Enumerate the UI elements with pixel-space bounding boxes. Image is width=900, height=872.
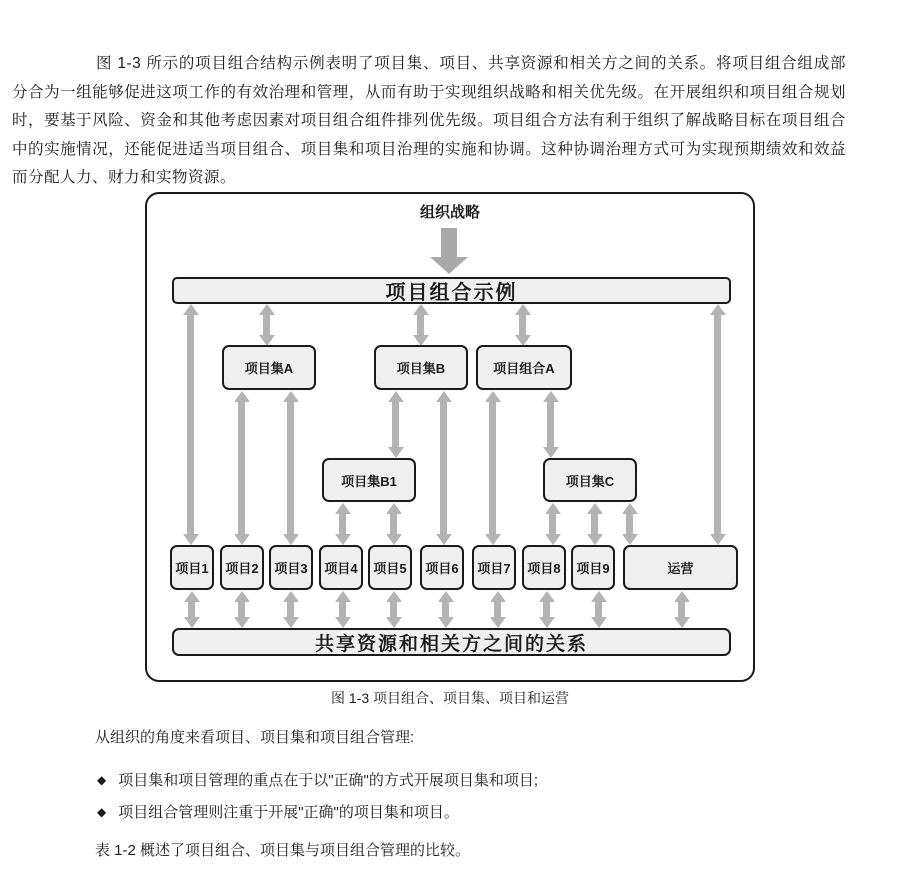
node-program-b1: 项目集B1 [322,458,416,502]
connector-arrow [519,315,526,335]
node-project-9: 项目9 [571,545,615,590]
bullet-item [97,768,538,793]
node-project-8: 项目8 [522,545,566,590]
connector-arrow [714,315,721,534]
bullet-item [97,800,459,825]
connector-arrow [392,402,399,447]
connector-arrow [188,602,195,617]
connector-arrow [238,402,245,534]
table-reference: 表 1-2 概述了项目组合、项目集与项目组合管理的比较。 [95,842,471,859]
connector-arrow [238,602,245,617]
connector-arrow [339,514,346,534]
bullet-text: 项目集和项目管理的重点在于以"正确"的方式开展项目集和项目; [118,772,539,789]
connector-arrow [626,514,633,534]
connector-arrow [595,602,602,617]
figure-caption: 图 1-3 项目组合、项目集、项目和运营 [330,690,569,706]
node-program-b: 项目集B [374,345,468,390]
connector-arrow [263,315,270,335]
node-portfolio-a: 项目组合A [476,345,572,390]
connector-arrow [547,402,554,447]
connector-arrow [494,602,501,617]
diamond-bullet-icon: ◆ [97,805,107,819]
node-operations: 运营 [623,545,738,590]
connector-arrow [678,602,685,617]
strategy-down-arrow-icon [441,228,457,257]
node-shared-resources: 共享资源和相关方之间的关系 [172,628,731,656]
organizational-strategy-label: 组织战略 [419,204,480,221]
node-project-7: 项目7 [472,545,516,590]
connector-arrow [287,602,294,617]
connector-arrow [390,602,397,617]
diamond-bullet-icon: ◆ [97,773,107,787]
connector-arrow [187,315,194,534]
section-intro: 从组织的角度来看项目、项目集和项目组合管理: [95,729,415,746]
node-program-c: 项目集C [543,458,637,502]
connector-arrow [417,315,424,335]
node-project-1: 项目1 [170,545,214,590]
connector-arrow [287,402,294,534]
node-project-2: 项目2 [220,545,264,590]
connector-arrow [339,602,346,617]
intro-paragraph: 图 1-3 所示的项目组合结构示例表明了项目集、项目、共享资源和相关方之间的关系。将项目组合组成部分合为一组能够促进这项工作的有效治理和管理，从而有助于实现组织战略和相关优先级。在开展组织和项目组合规划时，要基于风险、资金和其他考虑因素对项目组合组件排列优先级。项目组合方法有利于组织了解战略目标在项目组合中的实施情况，还能促进适当项目组合、项目集和项目治理的实施和协调。这种协调治理方式可为实现预期绩效和效益而分配人力、财力和实物资源。 [12,55,846,186]
node-program-a: 项目集A [222,345,316,390]
connector-arrow [390,514,397,534]
node-project-5: 项目5 [368,545,412,590]
node-project-3: 项目3 [269,545,313,590]
bullet-text: 项目组合管理则注重于开展"正确"的项目集和项目。 [118,804,459,821]
node-project-4: 项目4 [319,545,363,590]
connector-arrow [549,514,556,534]
connector-arrow [442,602,449,617]
connector-arrow [489,402,496,534]
node-project-6: 项目6 [420,545,464,590]
connector-arrow [591,514,598,534]
node-sample-portfolio: 项目组合示例 [172,277,731,304]
connector-arrow [543,602,550,617]
connector-arrow [440,402,447,534]
